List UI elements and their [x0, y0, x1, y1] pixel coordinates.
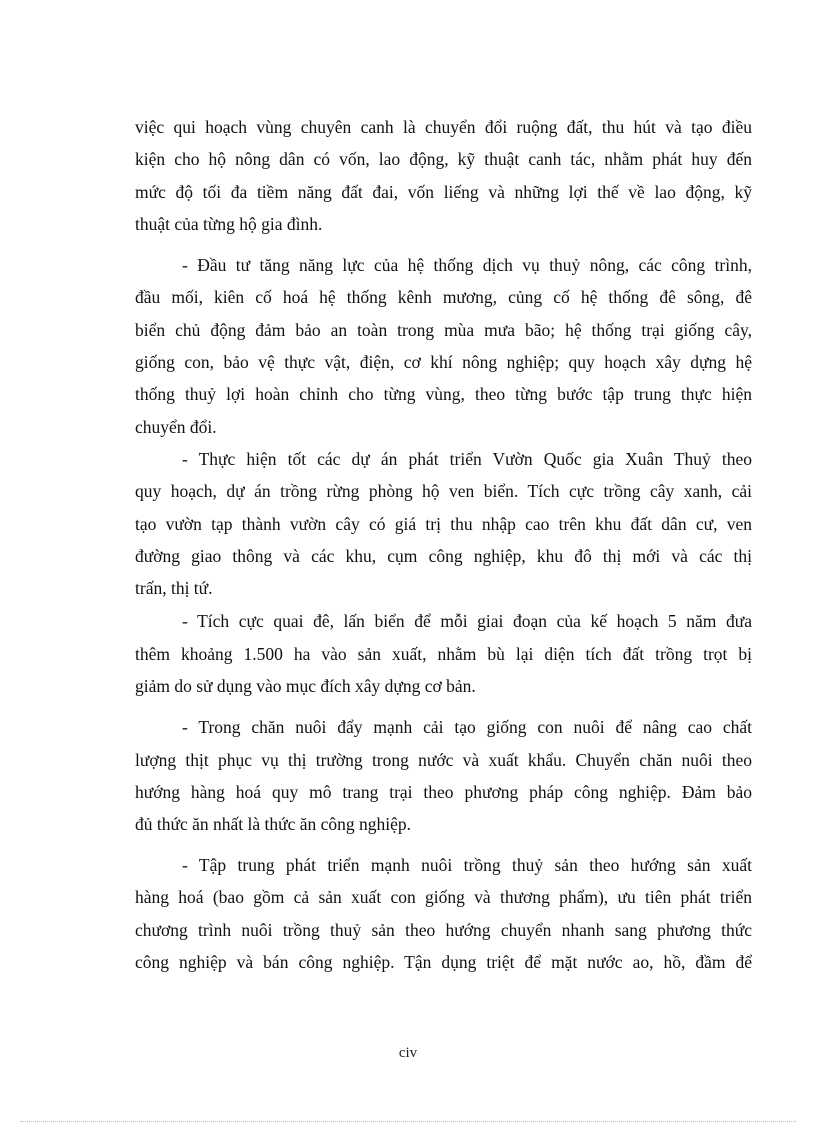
paragraph-line: việc qui hoạch vùng chuyên canh là chuyển đổi ruộng đất, thu hút và tạo điều	[135, 117, 752, 137]
paragraph-line: quy hoạch, dự án trồng rừng phòng hộ ven biển. Tích cực trồng cây xanh, cải	[135, 481, 752, 501]
paragraph-line: hướng hàng hoá quy mô trang trại theo phương pháp công nghiệp. Đảm bảo	[135, 782, 752, 802]
page-edge-divider	[20, 1121, 796, 1122]
paragraph-line: mức độ tối đa tiềm năng đất đai, vốn liếng và những lợi thế về lao động, kỹ	[135, 182, 752, 202]
page-number: civ	[398, 1045, 418, 1061]
paragraph-line: đầu mối, kiên cố hoá hệ thống kênh mương, củng cố hệ thống đê sông, đê	[135, 287, 752, 307]
paragraph-line: công nghiệp và bán công nghiệp. Tận dụng triệt để mặt nước ao, hồ, đầm để	[135, 952, 752, 972]
paragraph-line: đường giao thông và các khu, cụm công nghiệp, khu đô thị mới và các thị	[135, 546, 752, 566]
paragraph-line: biển chủ động đảm bảo an toàn trong mùa mưa bão; hệ thống trại giống cây,	[135, 320, 752, 340]
paragraph-line: lượng thịt phục vụ thị trường trong nước và xuất khẩu. Chuyển chăn nuôi theo	[135, 750, 752, 770]
paragraph-line: hàng hoá (bao gồm cả sản xuất con giống và thương phẩm), ưu tiên phát triển	[135, 887, 752, 907]
paragraph-line: thêm khoảng 1.500 ha vào sản xuất, nhằm bù lại diện tích đất trồng trọt bị	[135, 644, 752, 664]
paragraph-line: - Trong chăn nuôi đẩy mạnh cải tạo giống con nuôi để nâng cao chất	[182, 717, 752, 737]
paragraph-line: giảm do sử dụng vào mục đích xây dựng cơ bản.	[135, 676, 476, 696]
paragraph-line: - Tập trung phát triển mạnh nuôi trồng thuỷ sản theo hướng sản xuất	[182, 855, 752, 875]
paragraph-line: - Đầu tư tăng năng lực của hệ thống dịch vụ thuỷ nông, các công trình,	[182, 255, 752, 275]
paragraph-line: thuật của từng hộ gia đình.	[135, 214, 323, 234]
paragraph-line: kiện cho hộ nông dân có vốn, lao động, kỹ thuật canh tác, nhằm phát huy đến	[135, 149, 752, 169]
paragraph-line: - Thực hiện tốt các dự án phát triển Vườn Quốc gia Xuân Thuỷ theo	[182, 449, 752, 469]
paragraph-line: tạo vườn tạp thành vườn cây có giá trị thu nhập cao trên khu đất dân cư, ven	[135, 514, 752, 534]
paragraph-line: chương trình nuôi trồng thuỷ sản theo hướng chuyển nhanh sang phương thức	[135, 920, 752, 940]
paragraph-line: giống con, bảo vệ thực vật, điện, cơ khí nông nghiệp; quy hoạch xây dựng hệ	[135, 352, 752, 372]
paragraph-line: trấn, thị tứ.	[135, 578, 213, 598]
paragraph-line: đủ thức ăn nhất là thức ăn công nghiệp.	[135, 814, 412, 834]
paragraph-line: chuyển đổi.	[135, 417, 217, 437]
paragraph-line: - Tích cực quai đê, lấn biển để mỗi giai đoạn của kế hoạch 5 năm đưa	[182, 611, 752, 631]
paragraph-line: thống thuỷ lợi hoàn chỉnh cho từng vùng, theo từng bước tập trung thực hiện	[135, 384, 752, 404]
